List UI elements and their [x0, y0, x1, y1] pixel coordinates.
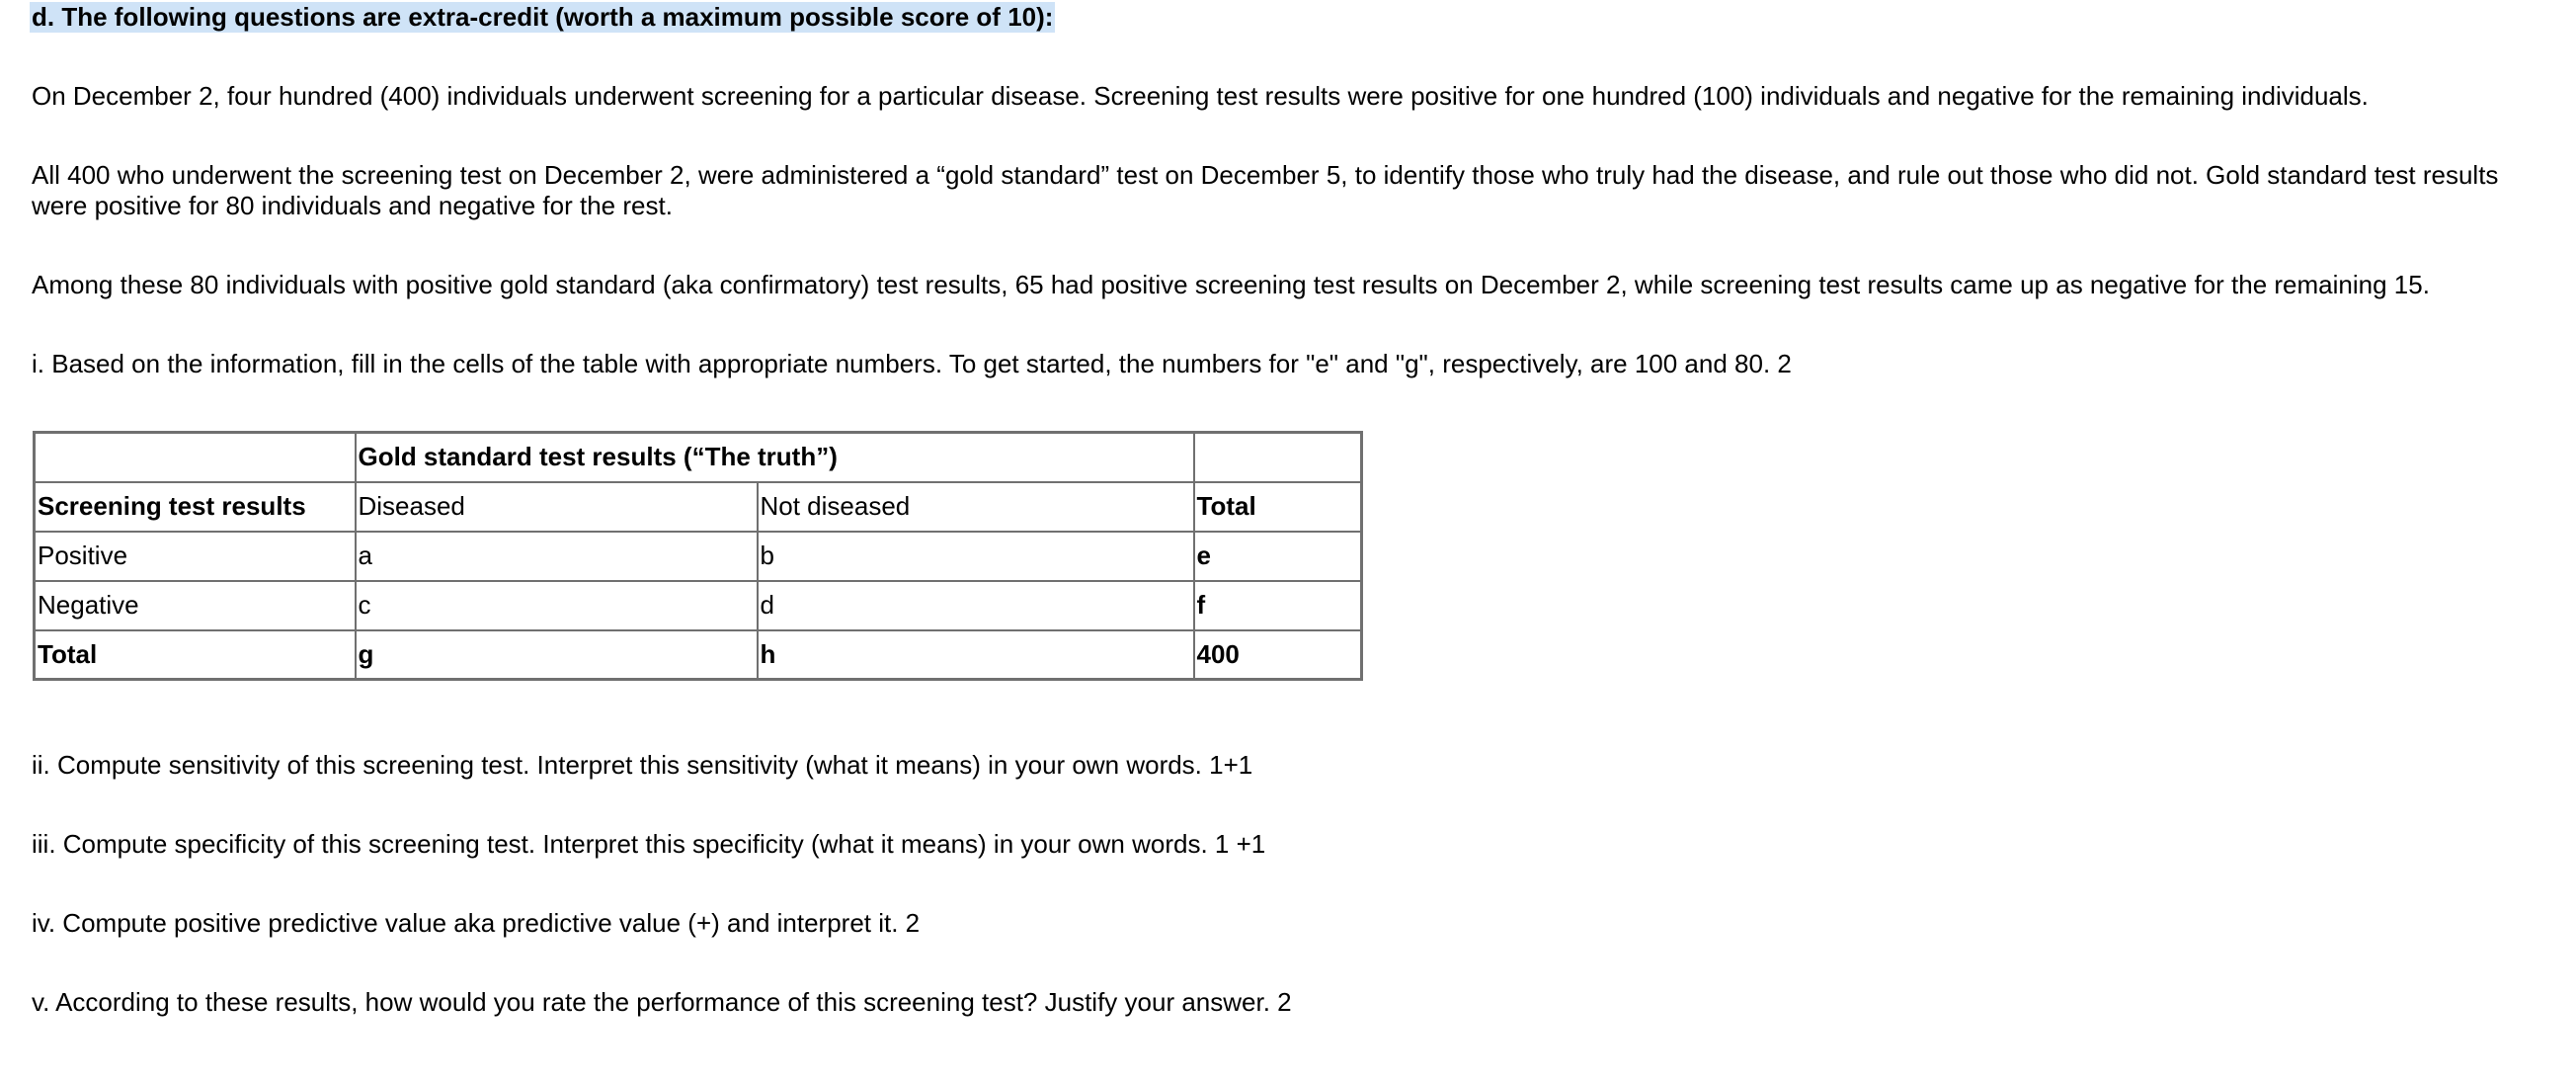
- cell-f: f: [1194, 581, 1362, 630]
- row-label: Positive: [35, 532, 356, 581]
- total-header: Total: [1194, 482, 1362, 532]
- cell-g: g: [356, 630, 758, 680]
- cell-h: h: [758, 630, 1194, 680]
- question-iv: iv. Compute positive predictive value aka predictive value (+) and interpret it. 2: [32, 908, 921, 938]
- table-row-total: [35, 630, 1362, 680]
- question-i: i. Based on the information, fill in the cells of the table with appropriate numbers. To get started, the numbers for "e" and "g", respectively, are 100 and 80. 2: [32, 349, 1792, 378]
- diseased-header: Diseased: [356, 482, 758, 532]
- gold-standard-header: Gold standard test results (“The truth”): [356, 433, 1194, 482]
- section-heading: d. The following questions are extra-credit (worth a maximum possible score of 10):: [32, 2, 1054, 32]
- cell-a: a: [356, 532, 758, 581]
- table-row-negative: [35, 581, 1362, 630]
- paragraph-confirmatory: Among these 80 individuals with positive gold standard (aka confirmatory) test results, 65 had positive screening test results on December 2, while screening test results came up as negative for the remaining 15.: [32, 270, 2430, 299]
- not-diseased-header: Not diseased: [758, 482, 1194, 532]
- paragraph-screening: On December 2, four hundred (400) individuals underwent screening for a particular disease. Screening test results were positive for one hundred (100) individuals and negative for the remaining individuals.: [32, 81, 2369, 111]
- cell-c: c: [356, 581, 758, 630]
- contingency-table: [33, 431, 1363, 681]
- table-cell-empty: [35, 433, 356, 482]
- cell-grand-total: 400: [1194, 630, 1362, 680]
- row-label: Negative: [35, 581, 356, 630]
- screening-results-header: Screening test results: [35, 482, 356, 532]
- question-iii: iii. Compute specificity of this screening test. Interpret this specificity (what it means) in your own words. 1 +1: [32, 829, 1266, 859]
- table-subheader-row: [35, 482, 1362, 532]
- table-header-row: [35, 433, 1362, 482]
- paragraph-gold-standard: All 400 who underwent the screening test on December 2, were administered a “gold standard” test on December 5, to identify those who truly had the disease, and rule out those who did not. Gold standard test results were positive for 80 individuals and negative for the rest.: [32, 160, 2499, 220]
- question-ii: ii. Compute sensitivity of this screening test. Interpret this sensitivity (what it means) in your own words. 1+1: [32, 750, 1253, 780]
- cell-d: d: [758, 581, 1194, 630]
- table-row-positive: [35, 532, 1362, 581]
- cell-b: b: [758, 532, 1194, 581]
- cell-e: e: [1194, 532, 1362, 581]
- row-label: Total: [35, 630, 356, 680]
- table-cell-empty: [1194, 433, 1362, 482]
- question-v: v. According to these results, how would you rate the performance of this screening test? Justify your answer. 2: [32, 987, 1292, 1017]
